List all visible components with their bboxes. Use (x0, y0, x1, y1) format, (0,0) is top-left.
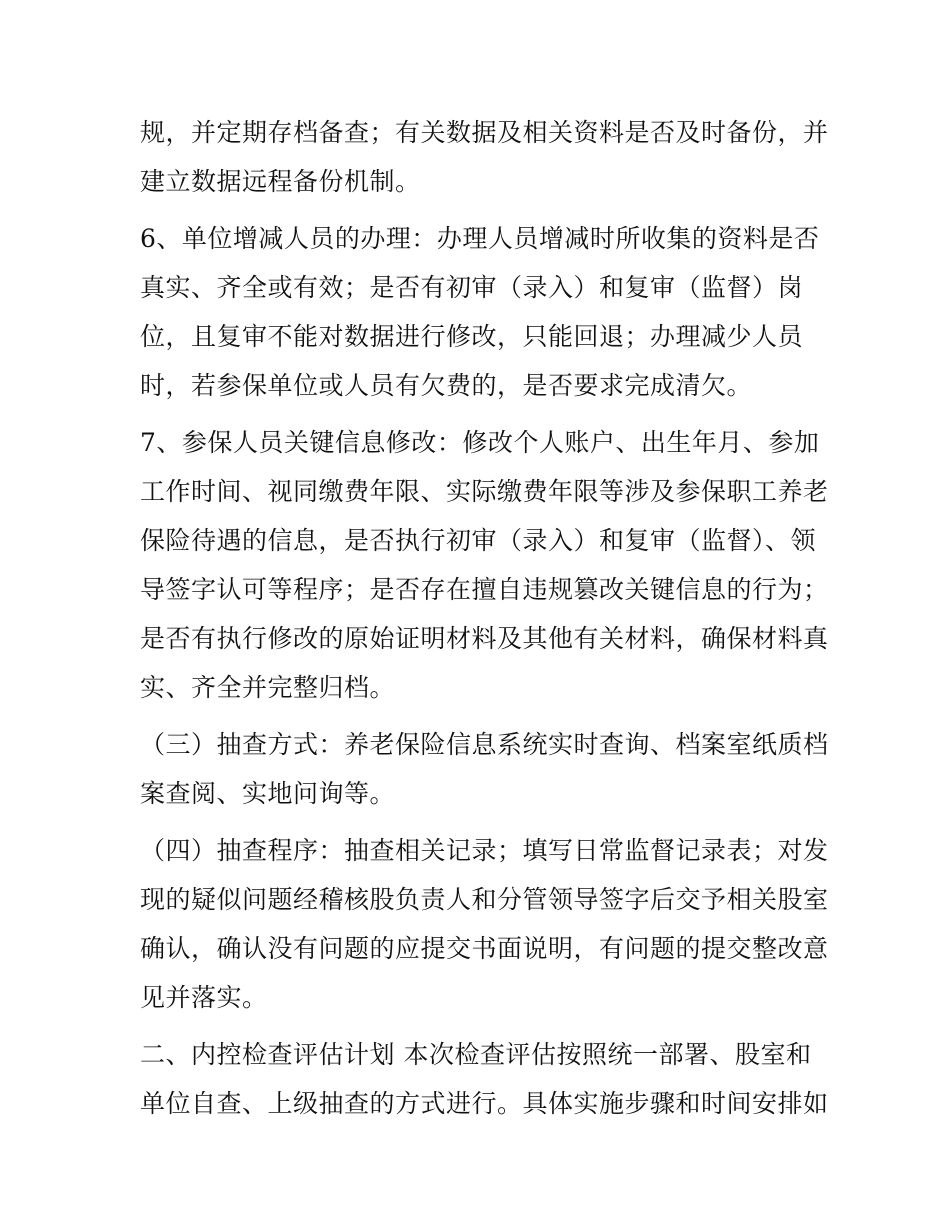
text-line: 真实、齐全或有效；是否有初审（录入）和复审（监督）岗 (140, 273, 804, 302)
text-line: 案查阅、实地问询等。 (140, 779, 396, 808)
paragraph-item-7 (140, 418, 829, 712)
text-line: 单位自查、上级抽查的方式进行。具体实施步骤和时间安排如 (140, 1089, 829, 1118)
text-line: 是否有执行修改的原始证明材料及其他有关材料，确保材料真 (140, 624, 829, 653)
text-line: （三）抽查方式：养老保险信息系统实时查询、档案室纸质档 (140, 730, 829, 759)
text-line: 工作时间、视同缴费年限、实际缴费年限等涉及参保职工养老 (140, 477, 829, 506)
paragraph-inspection-method (140, 720, 829, 818)
text-line: 规，并定期存档备查；有关数据及相关资料是否及时备份，并 (140, 118, 829, 147)
paragraph-inspection-procedure (140, 826, 829, 1022)
text-line: 现的疑似问题经稽核股负责人和分管领导签字后交予相关股室 (140, 885, 829, 914)
paragraph-item-6 (140, 214, 820, 410)
text-line: 位，且复审不能对数据进行修改，只能回退；办理减少人员 (140, 322, 804, 351)
text-line: 二、内控检查评估计划 本次检查评估按照统一部署、股室和 (140, 1040, 812, 1069)
text-line: 实、齐全并完整归档。 (140, 673, 396, 702)
text-line: 7、参保人员关键信息修改：修改个人账户、出生年月、参加 (140, 428, 820, 457)
text-line: 确认，确认没有问题的应提交书面说明，有问题的提交整改意 (140, 934, 829, 963)
text-line: 建立数据远程备份机制。 (140, 167, 421, 196)
text-line: （四）抽查程序：抽查相关记录；填写日常监督记录表；对发 (140, 836, 829, 865)
text-line: 6、单位增减人员的办理：办理人员增减时所收集的资料是否 (140, 224, 820, 253)
text-line: 见并落实。 (140, 983, 268, 1012)
paragraph-section-two (140, 1030, 829, 1128)
document-body (140, 108, 829, 1128)
text-line: 导签字认可等程序；是否存在擅自违规篡改关键信息的行为； (140, 575, 829, 604)
text-line: 时，若参保单位或人员有欠费的，是否要求完成清欠。 (140, 371, 753, 400)
text-line: 保险待遇的信息，是否执行初审（录入）和复审（监督）、领 (140, 526, 817, 555)
paragraph-backup-requirement (140, 108, 829, 206)
